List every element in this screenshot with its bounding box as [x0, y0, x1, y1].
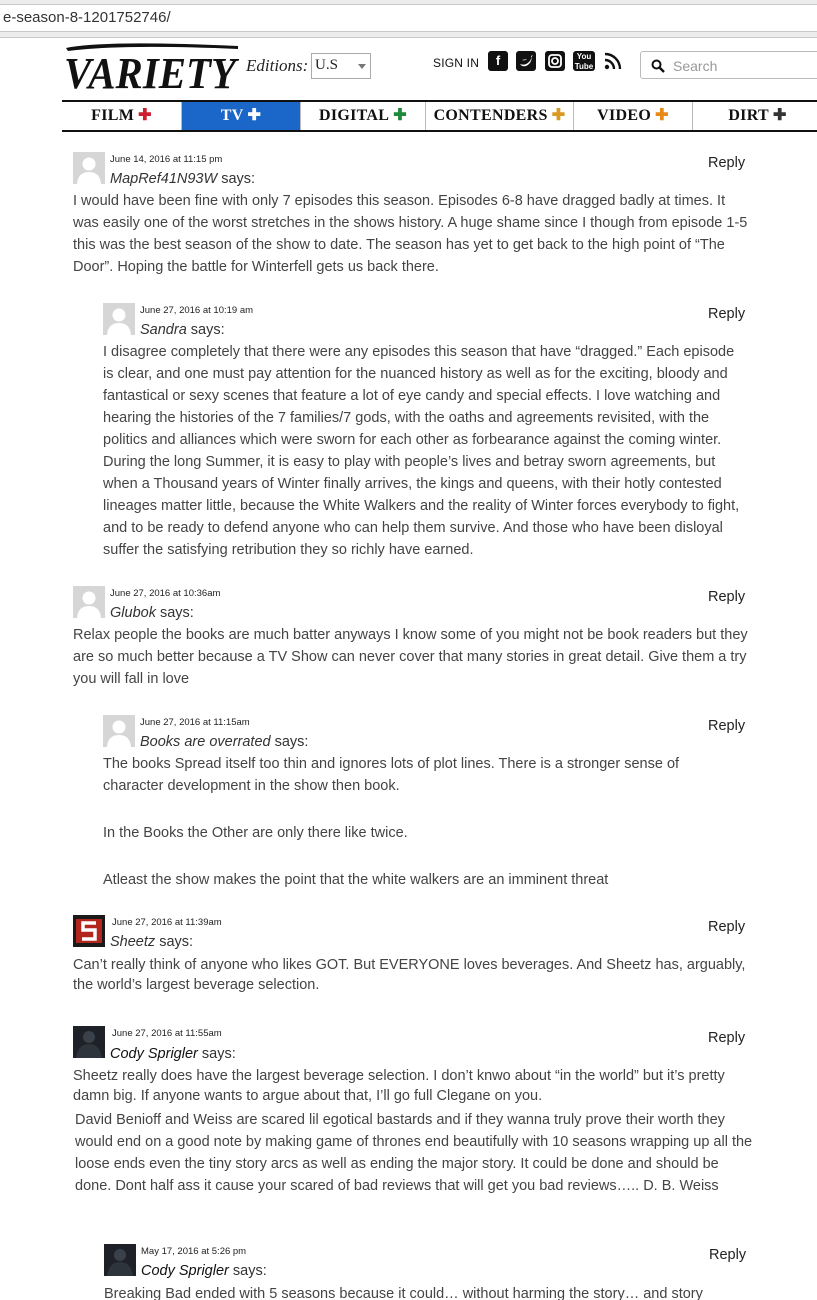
comment-text: The books Spread itself too thin and ignores lots of plot lines. There is a stronger sense of character development in the show then book. — [103, 756, 680, 794]
comment-body — [103, 753, 723, 891]
avatar — [73, 152, 105, 184]
address-bar[interactable]: e-season-8-1201752746/ — [0, 4, 817, 32]
comment-body — [104, 1283, 784, 1300]
comment-body — [103, 341, 748, 561]
says-label: says: — [190, 322, 225, 338]
comment-author — [110, 934, 193, 950]
reply-link[interactable]: Reply — [708, 1030, 746, 1046]
comment-date: June 27, 2016 at 10:19 am — [140, 305, 254, 316]
plus-icon: ✚ — [138, 107, 152, 124]
nav-tv-label: TV — [220, 107, 244, 124]
comment-text: David Benioff and Weiss are scared lil egotical bastards and if they wanna truly prove their worth they would end on a good note by making game of thrones end beautifully with 10 seasons wrapping up all the loose ends even the tiny story arcs as well as ending the major story. It could be done and should be done. Dont half ass it cause your scared of bad reviews that will get you bad reviews….. D. B. Weiss — [75, 1112, 753, 1194]
comment-author — [110, 605, 194, 621]
nav-contenders-label: CONTENDERS — [433, 107, 548, 124]
nav-digital-label: DIGITAL — [319, 107, 390, 124]
comment-text: Breaking Bad ended with 5 seasons because it could… without harming the story… and story — [104, 1286, 703, 1300]
comment-author — [140, 322, 225, 338]
plus-icon: ✚ — [247, 107, 262, 124]
comment-text: Can’t really think of anyone who likes GOT. But EVERYONE loves beverages. And Sheetz has, arguably, the world’s largest beverage selection. — [73, 957, 746, 993]
author-name[interactable]: Sheetz — [110, 934, 156, 950]
avatar — [104, 1244, 136, 1276]
comment-text: In the Books the Other are only there like twice. — [103, 825, 408, 841]
comment-author — [110, 171, 255, 187]
comment-date: June 27, 2016 at 11:15am — [140, 717, 250, 728]
says-label: says: — [201, 1046, 236, 1062]
reply-link[interactable]: Reply — [708, 718, 746, 734]
avatar — [103, 715, 135, 747]
comment-text: I disagree completely that there were any episodes this season that have “dragged.” Each episode is clear, and one must pay attention for the nuanced history as well as for the exciting, bloody and fantastical or sexy scenes that feature a lot of eye candy and special effects. I love watching and hearing the histories of the 7 families/7 gods, with the oaths and agreements revisited, with the politics and alliances which were sworn for each other as forbearance against the coming winter. During the long Summer, it is easy to play with people’s lives and betray sworn agreements, but when a Thousand years of Winter finally arrives, the kings and queens, with their hotly contested lineages matter little, because the White Walkers and the reality of Winter forces everybody to fight, and to be ready to defend anyone who can help them survive. And those who have been disloyal suffer the satisfying retribution they so richly have earned. — [103, 344, 740, 558]
comment-date: June 27, 2016 at 11:55am — [112, 1028, 222, 1039]
comment-date: May 17, 2016 at 5:26 pm — [141, 1246, 247, 1257]
author-name[interactable]: Cody Sprigler — [141, 1263, 229, 1279]
sign-in-link[interactable]: SIGN IN — [433, 56, 480, 70]
comment-body — [75, 1109, 755, 1197]
author-name[interactable]: Sandra — [140, 322, 187, 338]
nav-film[interactable] — [62, 102, 182, 130]
plus-icon: ✚ — [772, 107, 787, 124]
says-label: says: — [232, 1263, 267, 1279]
nav-dirt[interactable] — [693, 102, 817, 130]
edition-select[interactable] — [311, 53, 371, 79]
edition-value: U.S — [315, 57, 338, 73]
instagram-icon[interactable] — [545, 51, 565, 71]
comment-date: June 27, 2016 at 10:36am — [110, 588, 221, 599]
nav-contenders[interactable] — [426, 102, 574, 130]
comment-author — [140, 734, 308, 750]
editions-label: Editions: — [246, 56, 309, 75]
says-label: says: — [274, 734, 309, 750]
chevron-down-icon — [358, 64, 366, 69]
plus-icon: ✚ — [551, 107, 566, 124]
comment-text: Relax people the books are much batter anyways I know some of you might not be book readers but they are so much better because a TV Show can never cover that many stories in great detail. Give them a try you will fall in love — [73, 627, 748, 687]
avatar — [73, 915, 105, 947]
author-name[interactable]: Glubok — [110, 605, 156, 621]
comment-text: Sheetz really does have the largest beverage selection. I don’t knwo about “in the world” but it’s pretty damn big. If anyone wants to argue about that, I’ll go full Clegane on you. — [73, 1068, 725, 1104]
logo-wordmark: VARIETY — [64, 49, 240, 96]
comment-author — [141, 1263, 267, 1279]
avatar — [103, 303, 135, 335]
nav-video-label: VIDEO — [597, 107, 652, 124]
comment-body — [73, 624, 753, 690]
reply-link[interactable]: Reply — [709, 1247, 747, 1263]
variety-logo[interactable] — [62, 42, 240, 96]
nav-video[interactable] — [574, 102, 693, 130]
author-name[interactable]: Cody Sprigler — [110, 1046, 198, 1062]
says-label: says: — [159, 605, 194, 621]
comment-body — [73, 955, 753, 995]
says-label: says: — [159, 934, 194, 950]
comment-author — [110, 1046, 236, 1062]
search-icon — [651, 59, 665, 73]
comment-body — [73, 190, 753, 278]
reply-link[interactable]: Reply — [708, 589, 746, 605]
nav-film-label: FILM — [91, 107, 135, 124]
plus-icon: ✚ — [655, 107, 669, 124]
site-header — [0, 38, 817, 100]
avatar — [73, 586, 105, 618]
comment-body — [73, 1066, 753, 1106]
plus-icon: ✚ — [393, 107, 407, 124]
main-nav — [62, 100, 817, 132]
reply-link[interactable]: Reply — [708, 306, 746, 322]
comment-text: Atleast the show makes the point that the white walkers are an imminent threat — [103, 872, 609, 888]
nav-tv[interactable] — [182, 102, 301, 130]
comment-date: June 14, 2016 at 11:15 pm — [110, 154, 223, 165]
comment-text: I would have been fine with only 7 episodes this season. Episodes 6-8 have dragged badly at times. It was easily one of the worst stretches in the shows history. A huge shame since I though from episode 1-5 this was the best season of the show to date. The season has yet to get back to the high point of “The Door”. Hoping the battle for Winterfell gets us back there. — [73, 193, 748, 275]
nav-digital[interactable] — [301, 102, 426, 130]
youtube-icon[interactable]: You Tube — [574, 52, 594, 71]
twitter-icon[interactable] — [516, 51, 536, 71]
author-name[interactable]: Books are overrated — [140, 734, 271, 750]
rss-icon[interactable] — [603, 51, 623, 71]
search-input[interactable] — [640, 51, 817, 79]
says-label: says: — [221, 171, 256, 187]
browser-toolbar — [0, 0, 817, 38]
author-name[interactable]: MapRef41N93W — [110, 171, 218, 187]
reply-link[interactable]: Reply — [708, 919, 746, 935]
comment-date: June 27, 2016 at 11:39am — [112, 917, 222, 928]
facebook-icon[interactable]: f — [488, 51, 508, 71]
reply-link[interactable]: Reply — [708, 155, 746, 171]
search-placeholder: Search — [673, 58, 718, 74]
nav-dirt-label: DIRT — [728, 107, 769, 124]
avatar — [73, 1026, 105, 1058]
